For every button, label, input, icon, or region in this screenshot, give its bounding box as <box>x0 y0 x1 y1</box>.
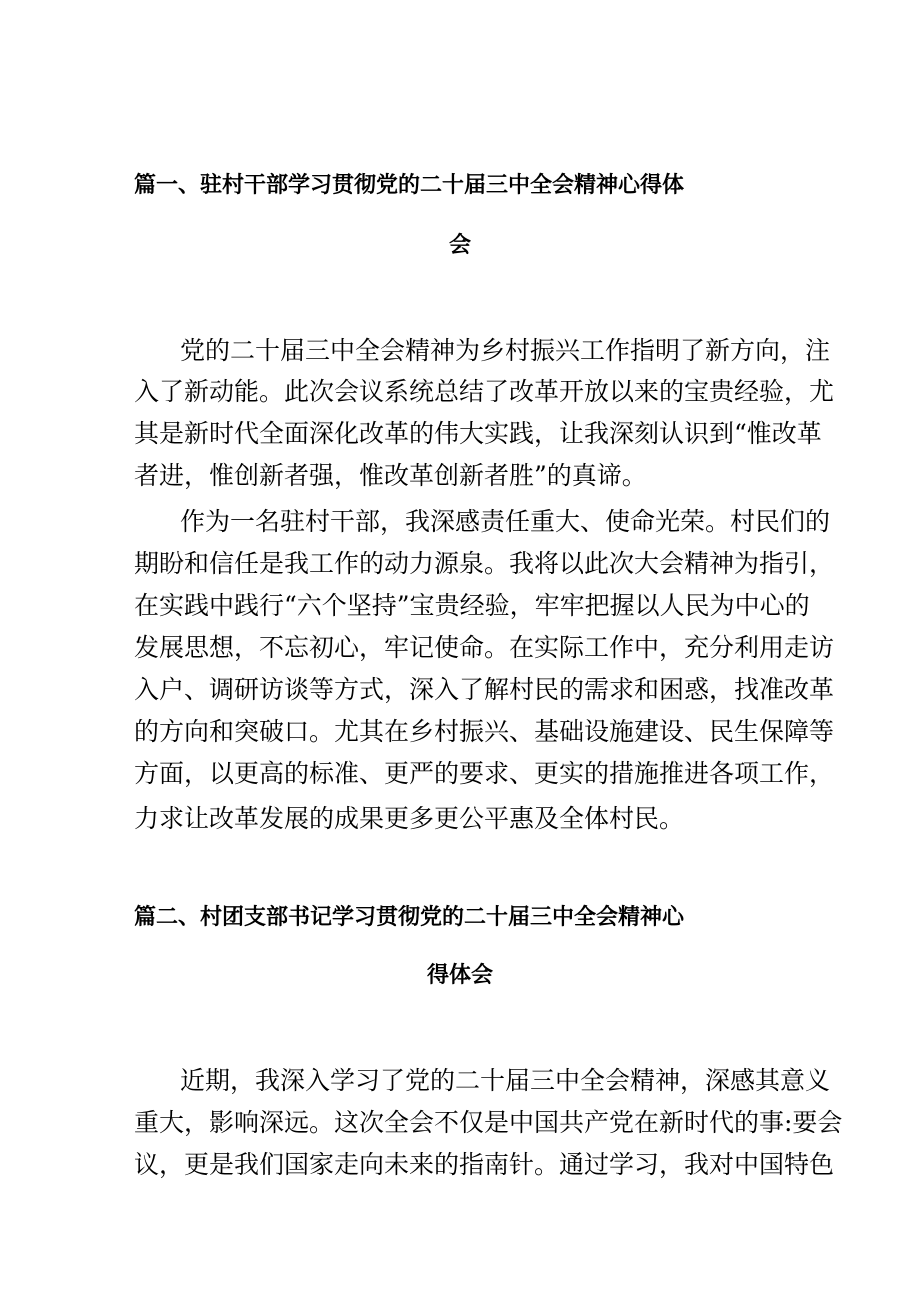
section-1-title-line-1: 篇一、驻村干部学习贯彻党的二十届三中全会精神心得体 <box>134 173 685 198</box>
section-2-paragraph-1-line-1: 近期，我深入学习了党的二十届三中全会精神，深感其意义 <box>180 1066 831 1095</box>
section-1-paragraph-2-line-1: 作为一名驻村干部，我深感责任重大、使命光荣。村民们的 <box>180 507 831 536</box>
section-1-paragraph-2-line-5: 入户、调研访谈等方式，深入了解村民的需求和困惑，找准改革 <box>134 675 835 704</box>
section-1-paragraph-2-line-6: 的方向和突破口。尤其在乡村振兴、基础设施建设、民生保障等 <box>134 717 835 746</box>
section-1-paragraph-1-line-3: 其是新时代全面深化改革的伟大实践，让我深刻认识到“惟改革 <box>134 419 822 448</box>
section-1-paragraph-2-line-2: 期盼和信任是我工作的动力源泉。我将以此次大会精神为指引， <box>134 549 835 578</box>
section-1-paragraph-1-line-1: 党的二十届三中全会精神为乡村振兴工作指明了新方向，注 <box>180 336 831 365</box>
section-1-paragraph-2-line-3: 在实践中践行“六个坚持”宝贵经验，牢牢把握以人民为中心的 <box>134 591 810 620</box>
section-2-title-line-1: 篇二、村团支部书记学习贯彻党的二十届三中全会精神心 <box>134 905 685 930</box>
section-2-title-line-2: 得体会 <box>426 963 493 988</box>
section-1-paragraph-2-line-4: 发展思想，不忘初心，牢记使命。在实际工作中，充分利用走访 <box>134 633 835 662</box>
section-2-paragraph-1-line-3: 议，更是我们国家走向未来的指南针。通过学习，我对中国特色 <box>134 1150 835 1179</box>
section-1-paragraph-1-line-4: 者进，惟创新者强，惟改革创新者胜”的真谛。 <box>134 461 647 490</box>
section-1-title-line-2: 会 <box>448 233 471 258</box>
section-1-paragraph-1-line-2: 入了新动能。此次会议系统总结了改革开放以来的宝贵经验，尤 <box>134 377 835 406</box>
section-1-paragraph-2-line-7: 方面，以更高的标准、更严的要求、更实的措施推进各项工作， <box>134 759 835 788</box>
section-2-paragraph-1-line-2: 重大，影响深远。这次全会不仅是中国共产党在新时代的事:要会 <box>134 1108 843 1137</box>
section-1-paragraph-2-line-8: 力求让改革发展的成果更多更公平惠及全体村民。 <box>134 804 685 833</box>
